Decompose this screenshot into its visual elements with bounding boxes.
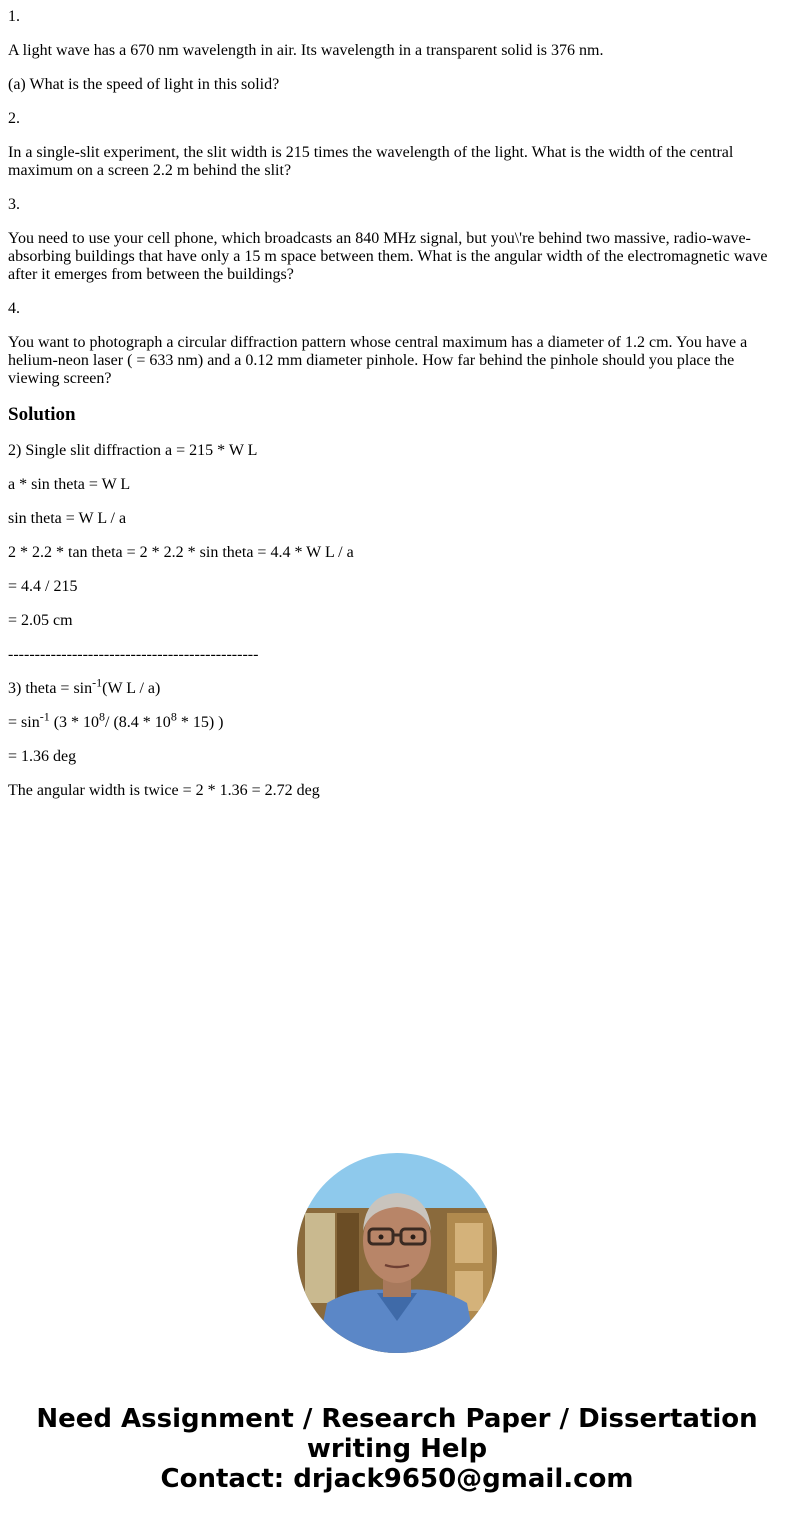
question-4-number: 4.: [8, 300, 20, 317]
solution-line: = 4.4 / 215: [8, 578, 78, 595]
avatar: [297, 1153, 497, 1353]
solution-line: = 2.05 cm: [8, 612, 73, 629]
question-1-text: A light wave has a 670 nm wavelength in air. Its wavelength in a transparent solid is 376 nm.: [8, 42, 604, 59]
question-4-text: You want to photograph a circular diffraction pattern whose central maximum has a diameter of 1.2 cm. You have a helium-neon laser ( = 633 nm) and a 0.12 mm diameter pinhole. How far behind the pinhole should you place the viewing screen?: [8, 334, 748, 387]
question-1-number: 1.: [8, 8, 20, 25]
solution-line: 2) Single slit diffraction a = 215 * W L: [8, 442, 258, 459]
footer-contact-email: Contact: drjack9650@gmail.com: [160, 1464, 634, 1494]
avatar-photo: [297, 1153, 497, 1353]
question-2-number: 2.: [8, 110, 20, 127]
solution-line: a * sin theta = W L: [8, 476, 131, 493]
footer-line-1: Need Assignment / Research Paper / Dissertation: [36, 1404, 758, 1434]
question-1-sub: (a) What is the speed of light in this solid?: [8, 76, 280, 93]
question-3-number: 3.: [8, 196, 20, 213]
solution-line: 2 * 2.2 * tan theta = 2 * 2.2 * sin theta = 4.4 * W L / a: [8, 544, 354, 561]
solution-separator: -----------------------------------------------: [8, 646, 259, 663]
question-2-text: In a single-slit experiment, the slit width is 215 times the wavelength of the light. What is the width of the central maximum on a screen 2.2 m behind the slit?: [8, 144, 734, 179]
footer-line-2: writing Help: [306, 1434, 488, 1464]
solution-line-theta: 3) theta = $\sin^{-1}(W$ L / a): [8, 675, 161, 697]
solution-heading: Solution: [8, 404, 76, 425]
document-body: [8, 8, 786, 816]
solution-line: sin theta = W L / a: [8, 510, 127, 527]
question-3-text: You need to use your cell phone, which broadcasts an 840 MHz signal, but you\'re behind two massive, radio-wave-absorbing buildings that have only a 15 m space between them. What is the angular width of the electromagnetic wave after it emerges from between the buildings?: [8, 230, 768, 283]
footer-contact-banner: [0, 1404, 794, 1494]
solution-line: The angular width is twice = 2 * 1.36 = 2.72 deg: [8, 782, 320, 799]
solution-line: = 1.36 deg: [8, 748, 77, 765]
solution-line-theta-value: = $\sin^{-1} (3 * 10^8/$ $(8.4 * 10^8 * 15)$ ): [8, 709, 224, 731]
